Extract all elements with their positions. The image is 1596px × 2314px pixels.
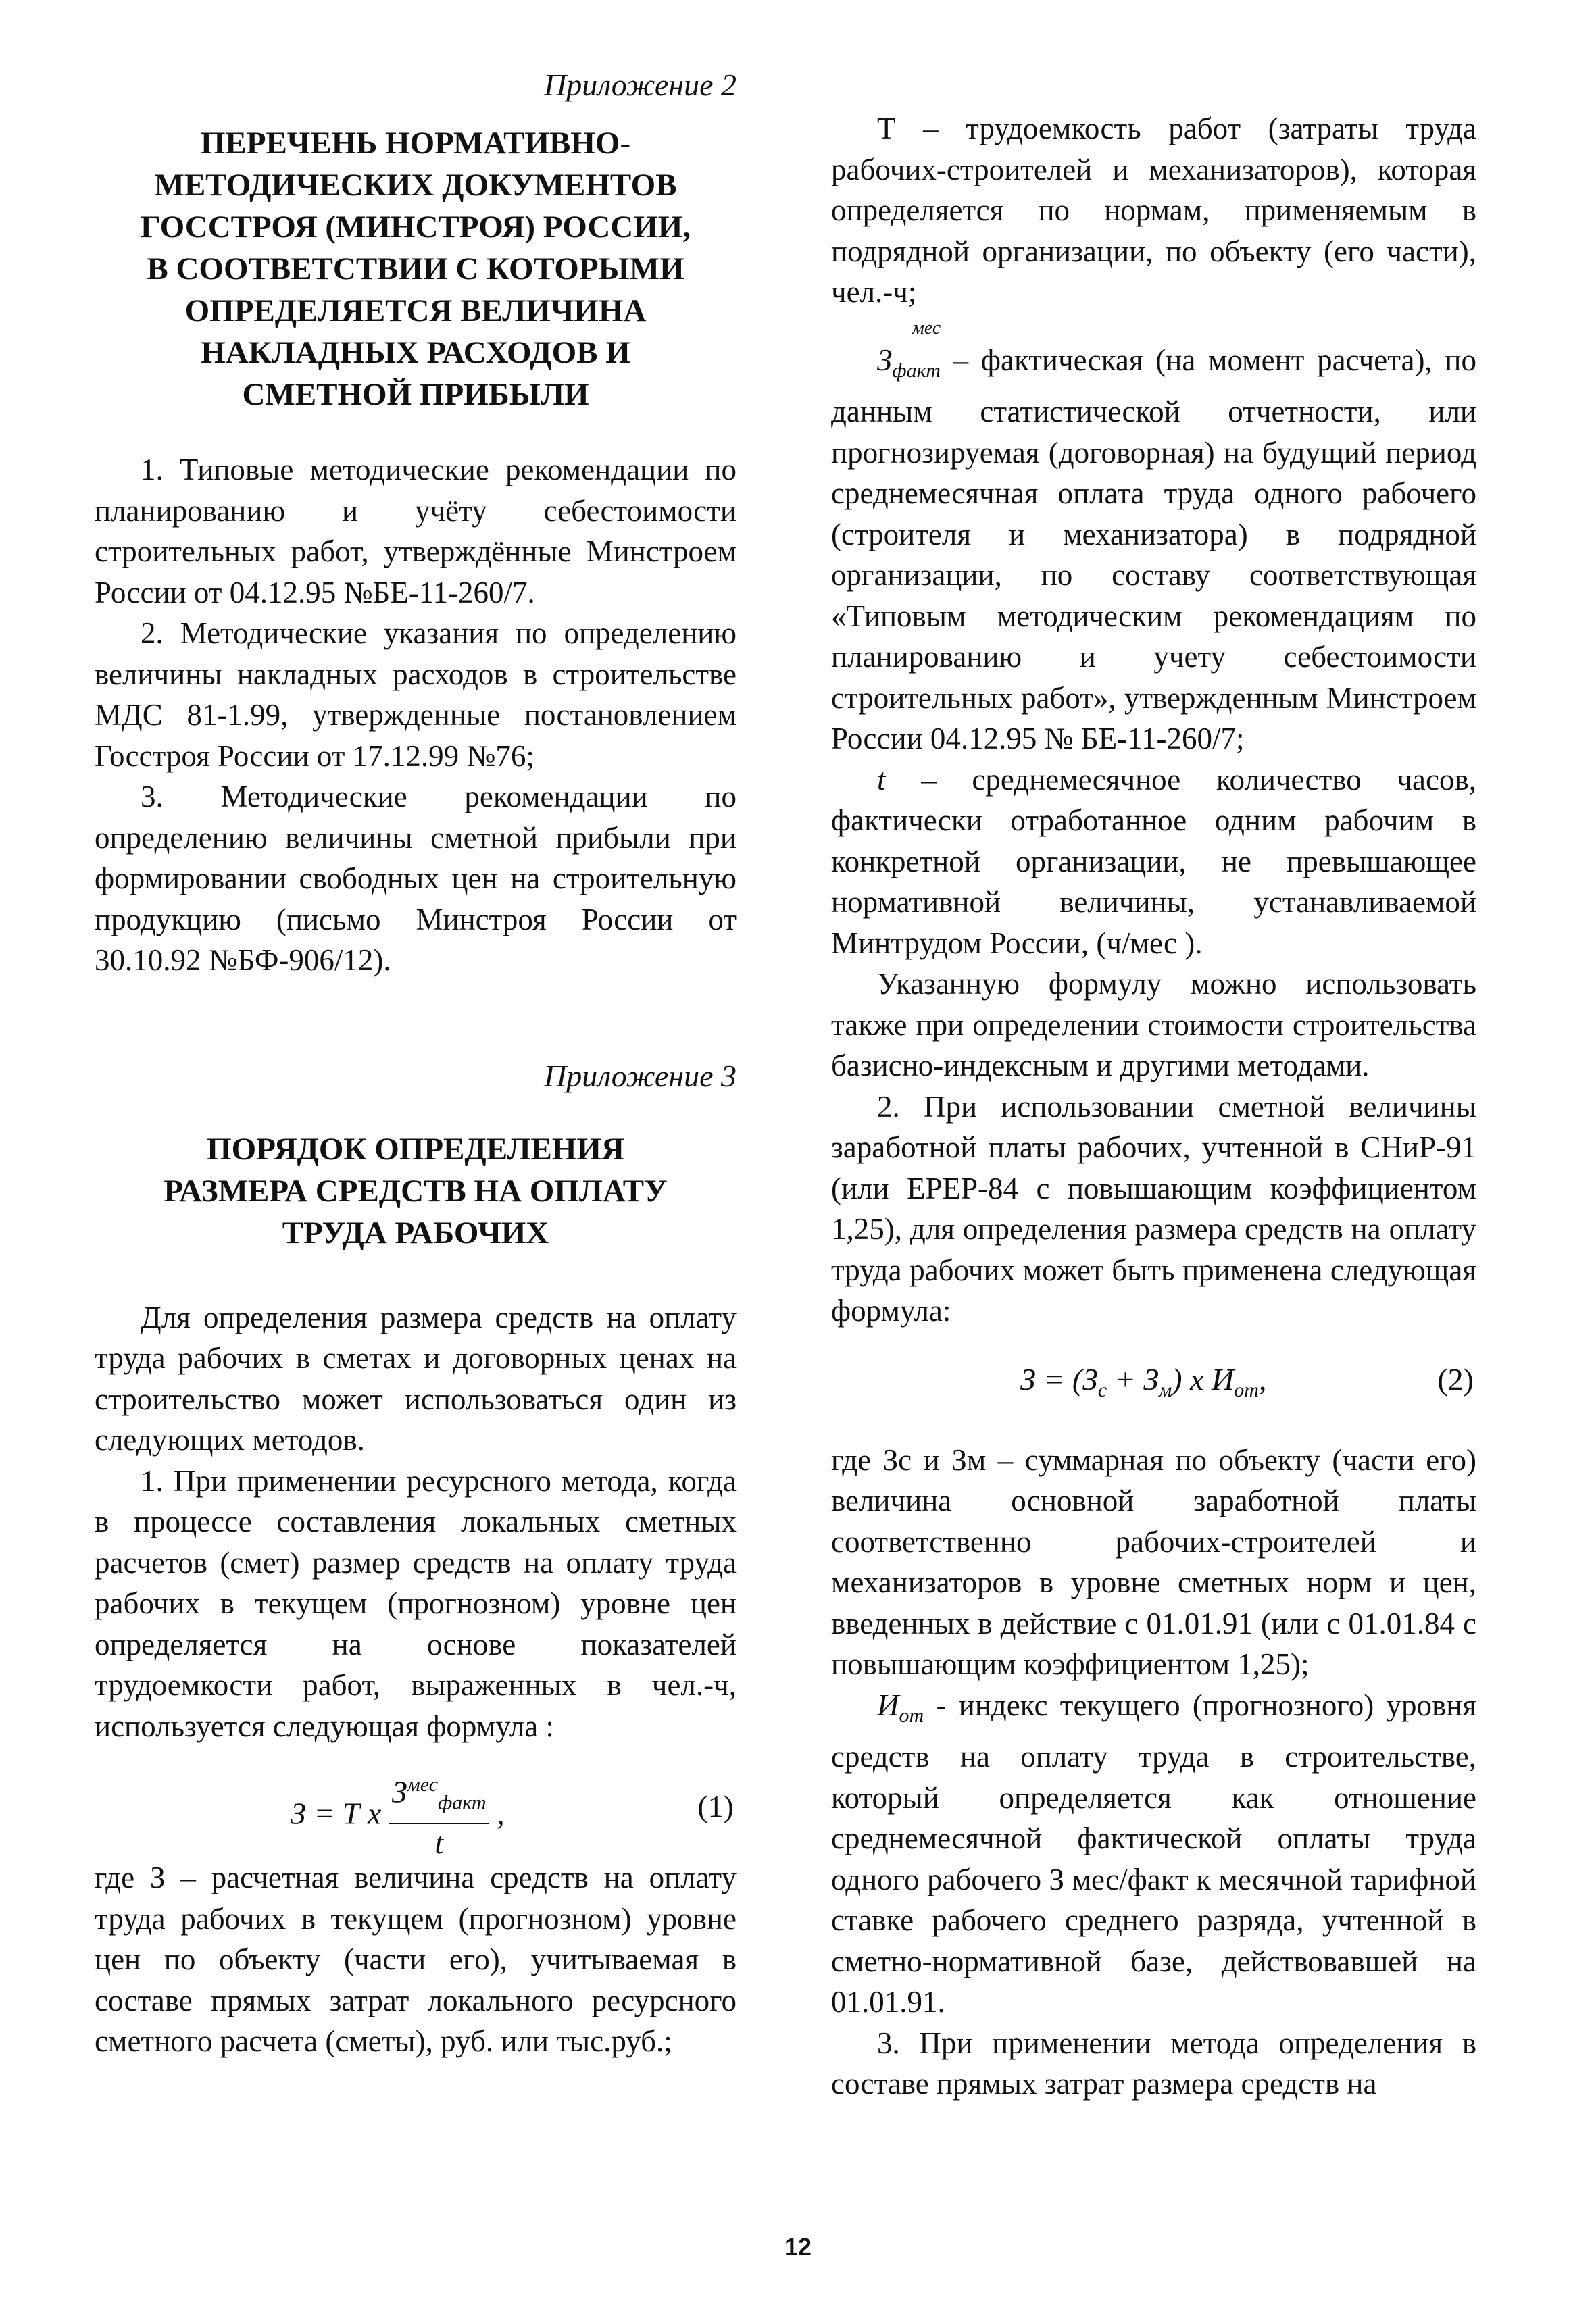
left-column — [95, 64, 737, 2062]
title-line: ТРУДА РАБОЧИХ — [282, 1215, 549, 1251]
title-line: СМЕТНОЙ ПРИБЫЛИ — [242, 377, 589, 412]
where-2-paragraph: где Зс и Зм – суммарная по объекту (части его) величина основной заработной платы соответственно рабочих-строителей и механизаторов в уровне сметных норм и цен, введенных в действие с 01.01.91 (или с 01.01.84 с повышающим коэффициентом 1,25); — [831, 1442, 1476, 1681]
right-column — [831, 108, 1476, 2105]
formula-1-number: (1) — [697, 1789, 734, 1823]
definition-t-labor: Т – трудоемкость работ (затраты труда рабочих-строителей и механизаторов), которая определяется по нормам, применяемым в подрядной организации, по объекту (его части), чел.-ч; — [831, 111, 1476, 309]
appendix-2-title — [95, 122, 737, 416]
formula-1-fraction — [389, 1765, 489, 1862]
title-line: В СООТВЕТСТВИИ С КОТОРЫМИ — [147, 251, 684, 286]
document-item-1: 1. Типовые методические рекомендации по планированию и учёту себестоимости строительных работ, утверждённые Минстроем России от 04.12.95 №БЕ-11-260/7. — [95, 453, 737, 609]
definition-index: $И_{от}$ - индекс текущего (прогнозного) уровня средств на оплату труда в строительстве, который определяется как отношение среднемесячной фактической оплаты труда одного рабочего З мес/факт к месячной тарифной ставке рабочего среднего разряда, учтенной в сметно-нормативной базе, действовавшей на 01.01.91. — [831, 1688, 1476, 2019]
method-1-paragraph: 1. При применении ресурсного метода, когда в процессе составления локальных сметных расчетов (смет) размер средств на оплату труда рабочих в текущем (прогнозном) уровне цен определяется на основе показателей трудоемкости работ, выраженных в чел.-ч, используется следующая формула : — [95, 1463, 737, 1743]
z-symbol: З — [877, 343, 893, 377]
index-symbol: И — [877, 1688, 899, 1722]
formula-2-number: (2) — [1437, 1361, 1474, 1397]
definition-z-fact-superscript: мес — [912, 317, 941, 338]
title-line: ОПРЕДЕЛЯЕТСЯ ВЕЛИЧИНА — [184, 293, 647, 328]
page-number: 12 — [784, 2233, 812, 2261]
definition-z-fact: $З_{факт}$ – фактическая (на момент расчета), по данным статистической отчетности, или прогнозируемая (договорная) на будущий период среднемесячная оплата труда одного рабочего (строителя и механизатора) в подрядной организации, по составу соответствующая «Типовым методическим рекомендациям по планированию и учету себестоимости строительных работ», утвержденным Минстроем России 04.12.95 № БЕ-11-260/7; — [831, 343, 1476, 755]
document-item-3: 3. Методические рекомендации по определению величины сметной прибыли при формировании свободных цен на строительную продукцию (письмо Минстроя России от 30.10.92 №БФ-906/12). — [95, 780, 737, 977]
method-3-paragraph: 3. При применении метода определения в составе прямых затрат размера средств на — [831, 2026, 1476, 2101]
formula-1-denominator: t — [434, 1825, 444, 1860]
appendix-3-label: Приложение 3 — [543, 1058, 737, 1093]
t-symbol: t — [877, 762, 886, 797]
formula-1: З = Т х $\frac{З^{мес}_{факт}}{t}$ , (1) — [95, 1753, 737, 1855]
title-line: ГОССТРОЯ (МИНСТРОЯ) РОССИИ, — [140, 209, 691, 245]
intro-paragraph: Для определения размера средств на оплату труда рабочих в сметах и договорных ценах на строительство может использоваться один из следующих методов. — [95, 1300, 737, 1457]
definition-t-hours: t – среднемесячное количество часов, фактически отработанное одним рабочим в конкретной организации, не превышающее нормативной величины, устанавливаемой Минтрудом России, (ч/мес ). — [831, 762, 1476, 960]
formula-1-numerator: $З^{мес}_{факт}$ — [389, 1765, 489, 1824]
where-1-paragraph: где З – расчетная величина средств на оплату труда рабочих в текущем (прогнозном) уровне цен по объекту (части его), учитываемая в составе прямых затрат локального ресурсного сметного расчета (сметы), руб. или тыс.руб.; — [95, 1861, 737, 2058]
title-line: НАКЛАДНЫХ РАСХОДОВ И — [201, 335, 630, 370]
note-paragraph: Указанную формулу можно использовать также при определении стоимости строительства базисно-индексным и другими методами. — [831, 967, 1476, 1082]
title-line: ПОРЯДОК ОПРЕДЕЛЕНИЯ — [207, 1131, 624, 1167]
formula-2: $З = (З_с + З_м)$ х $И_{от}$, (2) — [831, 1338, 1476, 1440]
formula-1-lhs: З = Т х — [291, 1796, 382, 1831]
title-line: ПЕРЕЧЕНЬ НОРМАТИВНО- — [200, 126, 631, 161]
title-line: МЕТОДИЧЕСКИХ ДОКУМЕНТОВ — [154, 168, 677, 203]
method-2-paragraph: 2. При использовании сметной величины заработной платы рабочих, учтенной в СНиР-91 (или ЕРЕР-84 с повышающим коэффициентом 1,25), для определения размера средств на оплату труда рабочих может быть применена следующая формула: — [831, 1089, 1476, 1328]
document-item-2: 2. Методические указания по определению величины накладных расходов в строительстве МДС 81-1.99, утвержденные постановлением Госстроя России от 17.12.99 №76; — [95, 616, 737, 773]
appendix-2-label: Приложение 2 — [543, 68, 737, 102]
title-line: РАЗМЕРА СРЕДСТВ НА ОПЛАТУ — [164, 1173, 668, 1209]
appendix-3-title — [95, 1128, 737, 1254]
